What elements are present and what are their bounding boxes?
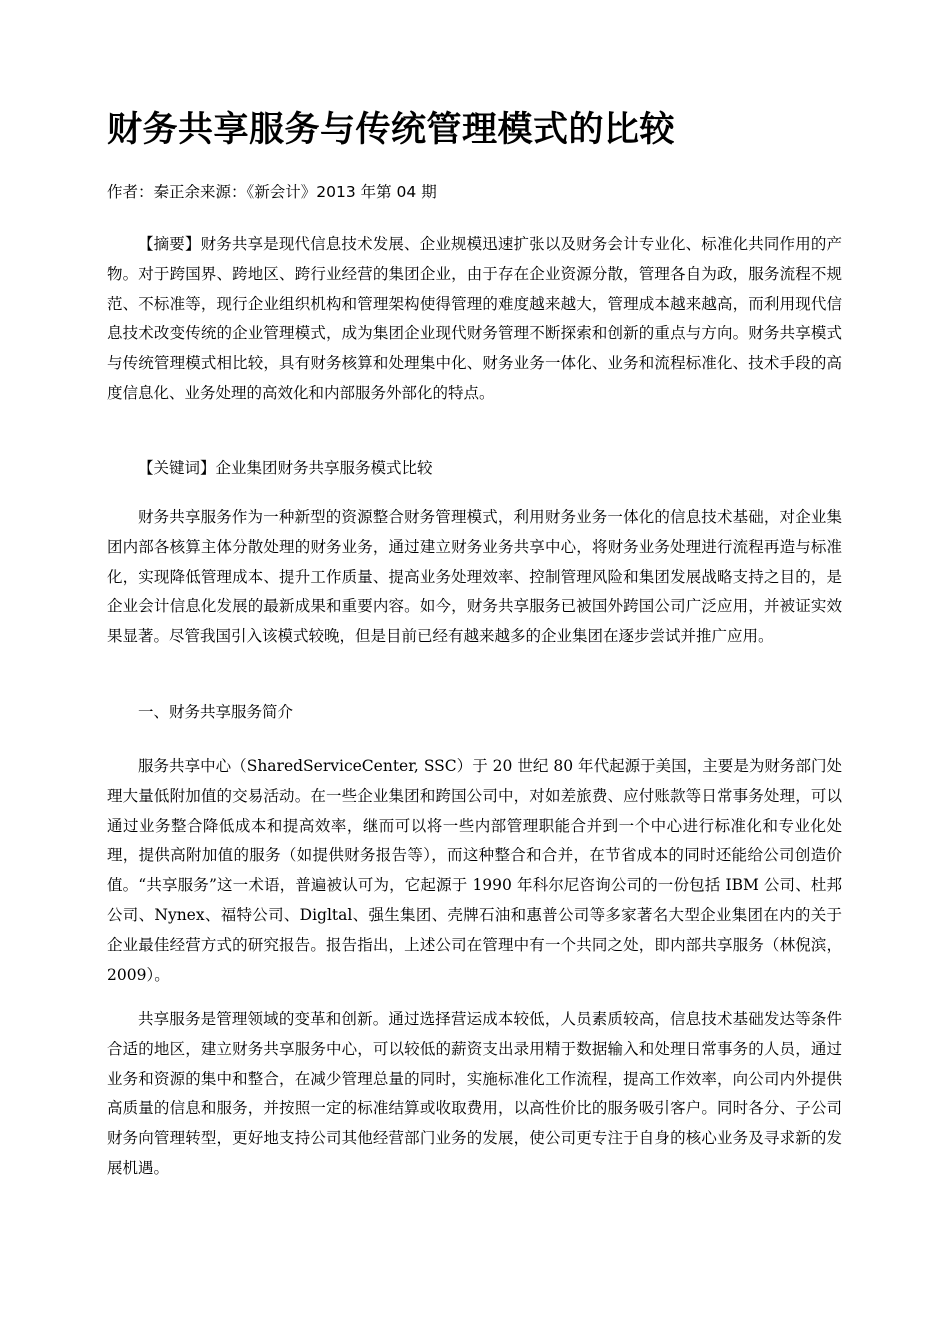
keywords-paragraph: 【关键词】企业集团财务共享服务模式比较 bbox=[138, 459, 433, 477]
page-title: 财务共享服务与传统管理模式的比较 bbox=[107, 110, 676, 150]
section-heading: 一、财务共享服务简介 bbox=[138, 703, 294, 721]
section1-paragraph-1: 服务共享中心（SharedServiceCenter, SSC）于 20 世纪 80 年代起源于美国，主要是为财务部门处理大量低附加值的交易活动。在一些企业集团和跨国公司中，对如差旅费、应付账款等日常事务处理，可以通过业务整合降低成本和提高效率，继而可以将一些内部管理职能合并到一个中心进行标准化和专业化处理，提供高附加值的服务（如提供财务报告等），而这种整合和合并，在节省成本的同时还能给公司创造价值。“共享服务”这一术语，普遍被认可为，它起源于 1990 年科尔尼咨询公司的一份包括 IBM 公司、杜邦公司、Nynex、福特公司、Digltal、强生集团、壳牌石油和惠普公司等多家著名大型企业集团在内的关于企业最佳经营方式的研究报告。报告指出，上述公司在管理中有一个共同之处，即内部共享服务（林倪滨，2009）。 bbox=[107, 757, 842, 984]
byline: 作者：秦正余来源：《新会计》2013 年第 04 期 bbox=[107, 183, 437, 201]
section1-paragraph-2: 共享服务是管理领域的变革和创新。通过选择营运成本较低，人员素质较高，信息技术基础发达等条件合适的地区，建立财务共享服务中心，可以较低的薪资支出录用精于数据输入和处理日常事务的人员，通过业务和资源的集中和整合，在减少管理总量的同时，实施标准化工作流程，提高工作效率，向公司内外提供高质量的信息和服务，并按照一定的标准结算或收取费用，以高性价比的服务吸引客户。同时各分、子公司财务向管理转型，更好地支持公司其他经营部门业务的发展，使公司更专注于自身的核心业务及寻求新的发展机遇。 bbox=[107, 1010, 842, 1177]
abstract-paragraph: 【摘要】财务共享是现代信息技术发展、企业规模迅速扩张以及财务会计专业化、标准化共同作用的产物。对于跨国界、跨地区、跨行业经营的集团企业，由于存在企业资源分散，管理各自为政，服务流程不规范、不标准等，现行企业组织机构和管理架构使得管理的难度越来越大，管理成本越来越高，而利用现代信息技术改变传统的企业管理模式，成为集团企业现代财务管理不断探索和创新的重点与方向。财务共享模式与传统管理模式相比较，具有财务核算和处理集中化、财务业务一体化、业务和流程标准化、技术手段的高度信息化、业务处理的高效化和内部服务外部化的特点。 bbox=[107, 235, 842, 402]
intro-paragraph: 财务共享服务作为一种新型的资源整合财务管理模式，利用财务业务一体化的信息技术基础，对企业集团内部各核算主体分散处理的财务业务，通过建立财务业务共享中心，将财务业务处理进行流程再造与标准化，实现降低管理成本、提升工作质量、提高业务处理效率、控制管理风险和集团发展战略支持之目的，是企业会计信息化发展的最新成果和重要内容。如今，财务共享服务已被国外跨国公司广泛应用，并被证实效果显著。尽管我国引入该模式较晚，但是目前已经有越来越多的企业集团在逐步尝试并推广应用。 bbox=[107, 508, 842, 646]
